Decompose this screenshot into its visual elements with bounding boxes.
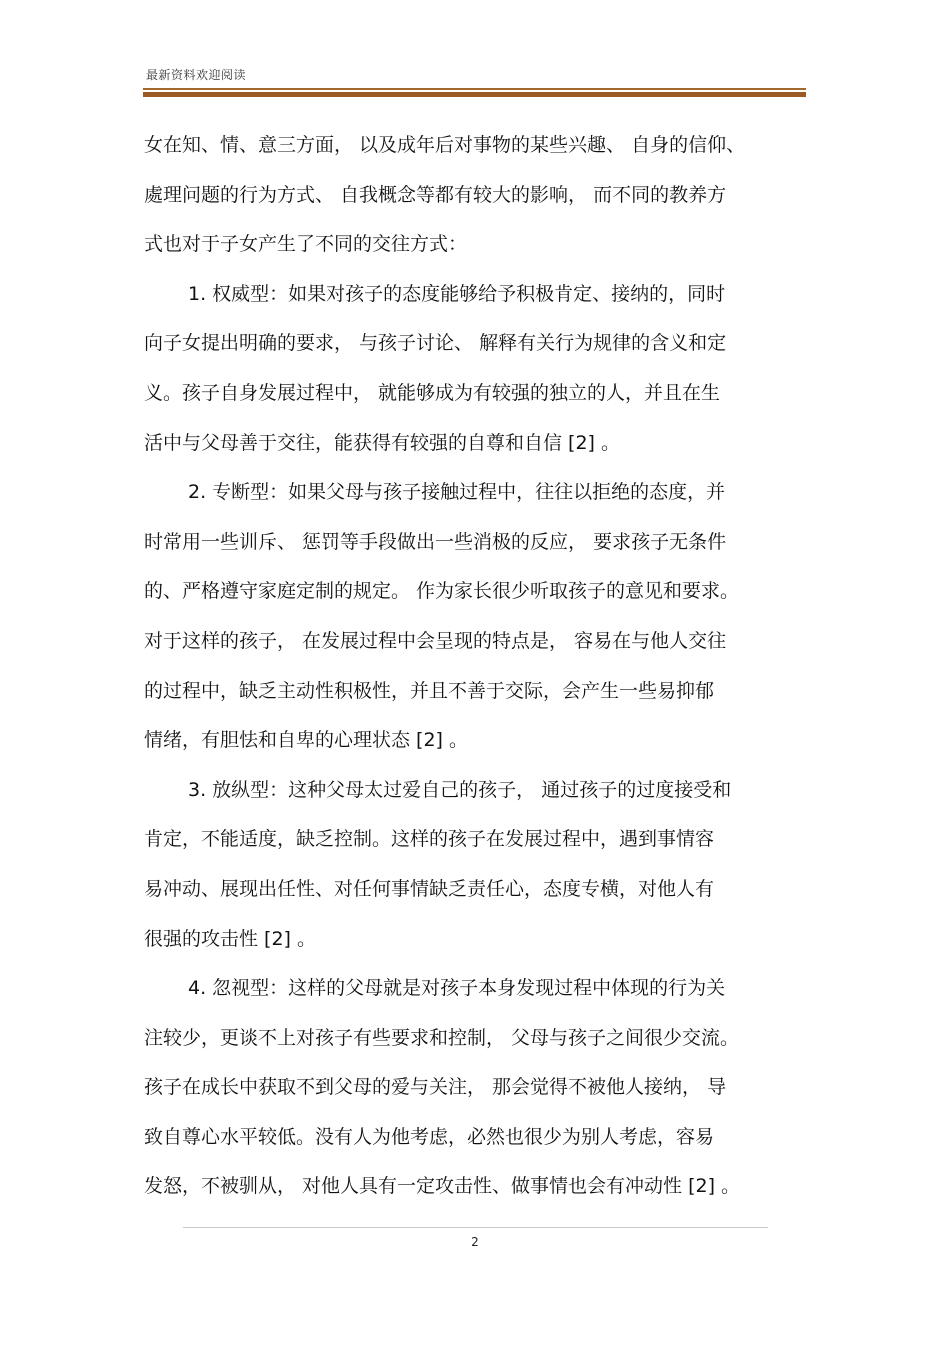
page-number: 2 (471, 1235, 479, 1249)
text-line: 致自尊心水平较低。没有人为他考虑，必然也很少为别人考虑，容易 (144, 1125, 715, 1148)
text-line: 很强的攻击性 [2] 。 (144, 927, 316, 950)
text-line: 易冲动、展现出任性、对任何事情缺乏责任心，态度专横，对他人有 (144, 877, 715, 900)
footer-rule (183, 1227, 768, 1228)
header-rule-thin (143, 88, 806, 90)
text-line: 處理问题的行为方式、 自我概念等都有较大的影响， 而不同的教养方 (144, 183, 727, 206)
text-line: 3. 放纵型：这种父母太过爱自己的孩子， 通过孩子的过度接受和 (188, 778, 732, 801)
text-line: 对于这样的孩子， 在发展过程中会呈现的特点是， 容易在与他人交往 (144, 629, 727, 652)
text-line: 孩子在成长中获取不到父母的爱与关注， 那会觉得不被他人接纳， 导 (144, 1076, 727, 1099)
text-line: 的过程中，缺乏主动性积极性，并且不善于交际，会产生一些易抑郁 (144, 679, 715, 702)
text-line: 式也对于子女产生了不同的交往方式： (144, 233, 468, 256)
text-line: 活中与父母善于交往，能获得有较强的自尊和自信 [2] 。 (144, 431, 620, 454)
body-text (144, 121, 807, 1212)
text-line: 的、严格遵守家庭定制的规定。 作为家长很少听取孩子的意见和要求。 (144, 580, 740, 603)
text-line: 2. 专断型：如果父母与孩子接触过程中，往往以拒绝的态度，并 (188, 481, 726, 504)
text-line: 女在知、情、意三方面， 以及成年后对事物的某些兴趣、 自身的信仰、 (144, 134, 746, 156)
text-line: 义。孩子自身发展过程中， 就能够成为有较强的独立的人，并且在生 (144, 381, 721, 404)
text-line: 发怒，不被驯从， 对他人具有一定攻击性、做事情也会有冲动性 [2] 。 (144, 1175, 741, 1198)
text-line: 向子女提出明确的要求， 与孩子讨论、 解释有关行为规律的含义和定 (144, 332, 727, 355)
text-line: 1. 权威型：如果对孩子的态度能够给予积极肯定、接纳的，同时 (188, 282, 726, 305)
text-line: 4. 忽视型：这样的父母就是对孩子本身发现过程中体现的行为关 (188, 977, 726, 1000)
text-line: 情绪，有胆怯和自卑的心理状态 [2] 。 (144, 729, 468, 752)
header-rule-thick (143, 92, 806, 97)
page-header: 最新资料欢迎阅读 (146, 68, 247, 82)
text-line: 时常用一些训斥、 惩罚等手段做出一些消极的反应， 要求孩子无条件 (144, 530, 727, 553)
text-line: 注较少，更谈不上对孩子有些要求和控制， 父母与孩子之间很少交流。 (144, 1026, 740, 1049)
text-line: 肯定，不能适度，缺乏控制。这样的孩子在发展过程中，遇到事情容 (144, 828, 715, 851)
